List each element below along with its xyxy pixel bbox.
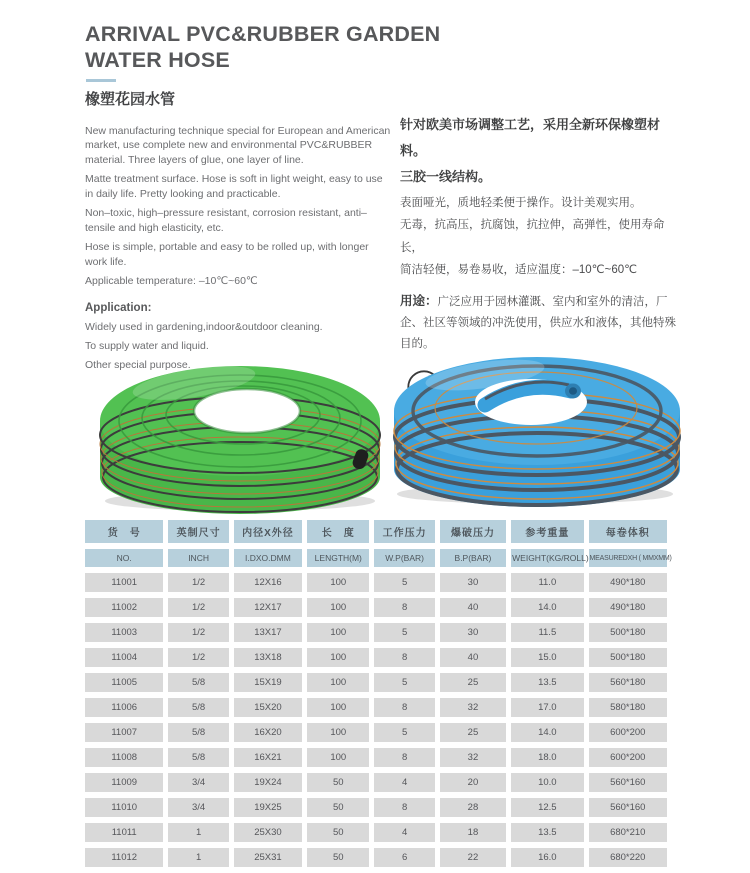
table-cell: 8 bbox=[374, 798, 434, 817]
table-row bbox=[85, 723, 667, 742]
table-row bbox=[85, 748, 667, 767]
table-cell: 100 bbox=[307, 673, 369, 692]
table-cell: 40 bbox=[440, 648, 506, 667]
table-header-cell-en: WEIGHT(KG/ROLL) bbox=[511, 549, 583, 567]
table-row bbox=[85, 823, 667, 842]
table-header-cell-en: LENGTH(M) bbox=[307, 549, 369, 567]
table-cell: 11012 bbox=[85, 848, 163, 867]
table-cell: 25X30 bbox=[234, 823, 302, 842]
table-cell: 22 bbox=[440, 848, 506, 867]
table-cell: 13X18 bbox=[234, 648, 302, 667]
cn-detail-lines bbox=[400, 192, 684, 282]
table-header-cell-en: B.P(BAR) bbox=[440, 549, 506, 567]
table-cell: 32 bbox=[440, 698, 506, 717]
table-cell: 490*180 bbox=[589, 598, 667, 617]
table-header-cell-en: MEASUREDXH ( MMXMM) bbox=[589, 549, 667, 567]
page-title-line1: ARRIVAL PVC&RUBBER GARDEN bbox=[85, 22, 441, 46]
table-cell: 11006 bbox=[85, 698, 163, 717]
table-cell: 15X19 bbox=[234, 673, 302, 692]
table-cell: 28 bbox=[440, 798, 506, 817]
table-cell: 5 bbox=[374, 623, 434, 642]
table-cell: 5/8 bbox=[168, 748, 228, 767]
table-cell: 600*200 bbox=[589, 748, 667, 767]
cn-headline-line: 三胶一线结构。 bbox=[400, 169, 492, 184]
page-title-line2: WATER HOSE bbox=[85, 47, 230, 72]
table-header-cell-en: INCH bbox=[168, 549, 228, 567]
table-cell: 100 bbox=[307, 573, 369, 592]
table-cell: 5 bbox=[374, 573, 434, 592]
table-cell: 50 bbox=[307, 848, 369, 867]
table-cell: 14.0 bbox=[511, 598, 583, 617]
table-cell: 11007 bbox=[85, 723, 163, 742]
table-header-cell-en: I.DXO.DMM bbox=[234, 549, 302, 567]
intro-paragraph: New manufacturing technique special for European and American market, use complete new and environmental PVC&RUBBER material. Three layers of glue, one layer of line. bbox=[85, 125, 391, 166]
intro-paragraph: Hose is simple, portable and easy to be rolled up, with longer work life. bbox=[85, 241, 369, 268]
table-cell: 1/2 bbox=[168, 623, 228, 642]
table-cell: 16.0 bbox=[511, 848, 583, 867]
table-cell: 14.0 bbox=[511, 723, 583, 742]
table-cell: 13.5 bbox=[511, 673, 583, 692]
product-image-blue-hose bbox=[385, 329, 690, 511]
table-cell: 15X20 bbox=[234, 698, 302, 717]
table-cell: 5/8 bbox=[168, 673, 228, 692]
table-header-cell-en: NO. bbox=[85, 549, 163, 567]
table-cell: 490*180 bbox=[589, 573, 667, 592]
table-cell: 18 bbox=[440, 823, 506, 842]
spec-table-body bbox=[85, 520, 672, 867]
table-cell: 19X24 bbox=[234, 773, 302, 792]
table-cell: 5/8 bbox=[168, 698, 228, 717]
table-cell: 1 bbox=[168, 848, 228, 867]
table-cell: 18.0 bbox=[511, 748, 583, 767]
table-cell: 50 bbox=[307, 823, 369, 842]
table-cell: 100 bbox=[307, 648, 369, 667]
table-header-cell-cn: 长 度 bbox=[307, 520, 369, 543]
table-row bbox=[85, 773, 667, 792]
table-cell: 19X25 bbox=[234, 798, 302, 817]
table-cell: 3/4 bbox=[168, 773, 228, 792]
table-cell: 500*180 bbox=[589, 648, 667, 667]
table-row bbox=[85, 698, 667, 717]
application-item: To supply water and liquid. bbox=[85, 339, 209, 352]
table-cell: 12X17 bbox=[234, 598, 302, 617]
table-header-cell-cn: 内径X外径 bbox=[234, 520, 302, 543]
table-header-row-en bbox=[85, 549, 667, 567]
table-cell: 50 bbox=[307, 798, 369, 817]
table-cell: 680*210 bbox=[589, 823, 667, 842]
table-cell: 25X31 bbox=[234, 848, 302, 867]
table-cell: 100 bbox=[307, 723, 369, 742]
table-cell: 5/8 bbox=[168, 723, 228, 742]
application-heading: Application: bbox=[85, 301, 152, 314]
cn-usage-text: 广泛应用于园林灌溉、室内和室外的清洁，厂企、社区等领域的冲洗使用，供应水和液体，其他特殊目的。 bbox=[400, 295, 676, 351]
table-cell: 32 bbox=[440, 748, 506, 767]
table-cell: 16X20 bbox=[234, 723, 302, 742]
table-cell: 15.0 bbox=[511, 648, 583, 667]
table-header-cell-en: W.P(BAR) bbox=[374, 549, 434, 567]
table-cell: 13.5 bbox=[511, 823, 583, 842]
intro-paragraph: Applicable temperature: –10℃~60℃ bbox=[85, 275, 258, 288]
application-item: Other special purpose. bbox=[85, 358, 191, 371]
table-header-cell-cn: 工作压力 bbox=[374, 520, 434, 543]
cn-usage-label: 用途： bbox=[400, 293, 438, 308]
table-cell: 11.0 bbox=[511, 573, 583, 592]
table-header-row-cn bbox=[85, 520, 667, 543]
table-cell: 1/2 bbox=[168, 648, 228, 667]
table-cell: 6 bbox=[374, 848, 434, 867]
table-cell: 8 bbox=[374, 648, 434, 667]
intro-paragraph: Matte treatment surface. Hose is soft in light weight, easy to use in daily life. Pretty looking and practicable. bbox=[85, 173, 383, 200]
table-cell: 20 bbox=[440, 773, 506, 792]
table-cell: 16X21 bbox=[234, 748, 302, 767]
table-cell: 4 bbox=[374, 823, 434, 842]
table-cell: 1/2 bbox=[168, 598, 228, 617]
table-cell: 560*160 bbox=[589, 798, 667, 817]
table-cell: 25 bbox=[440, 673, 506, 692]
table-cell: 100 bbox=[307, 698, 369, 717]
table-cell: 5 bbox=[374, 673, 434, 692]
table-cell: 8 bbox=[374, 748, 434, 767]
cn-detail-line: 无毒，抗高压，抗腐蚀，抗拉伸，高弹性，使用寿命长， bbox=[400, 219, 665, 254]
table-cell: 8 bbox=[374, 598, 434, 617]
table-cell: 12X16 bbox=[234, 573, 302, 592]
table-row bbox=[85, 848, 667, 867]
table-cell: 11005 bbox=[85, 673, 163, 692]
table-cell: 11003 bbox=[85, 623, 163, 642]
cn-detail-line: 简洁轻便，易卷易收，适应温度：–10℃~60℃ bbox=[400, 264, 638, 277]
table-cell: 560*180 bbox=[589, 673, 667, 692]
table-cell: 100 bbox=[307, 623, 369, 642]
page-title bbox=[85, 22, 505, 74]
cn-headline bbox=[400, 112, 684, 190]
table-cell: 100 bbox=[307, 598, 369, 617]
page-subtitle-cn: 橡塑花园水管 bbox=[85, 91, 176, 108]
table-row bbox=[85, 623, 667, 642]
table-cell: 4 bbox=[374, 773, 434, 792]
table-header-cell-cn: 货 号 bbox=[85, 520, 163, 543]
accent-divider bbox=[86, 79, 116, 82]
table-cell: 100 bbox=[307, 748, 369, 767]
table-cell: 3/4 bbox=[168, 798, 228, 817]
table-cell: 11.5 bbox=[511, 623, 583, 642]
table-cell: 11002 bbox=[85, 598, 163, 617]
table-cell: 11011 bbox=[85, 823, 163, 842]
table-cell: 11001 bbox=[85, 573, 163, 592]
table-cell: 25 bbox=[440, 723, 506, 742]
table-cell: 13X17 bbox=[234, 623, 302, 642]
table-cell: 8 bbox=[374, 698, 434, 717]
table-row bbox=[85, 673, 667, 692]
spec-table bbox=[80, 514, 672, 873]
cn-detail-line: 表面哑光，质地轻柔便于操作。设计美观实用。 bbox=[400, 197, 642, 209]
table-cell: 12.5 bbox=[511, 798, 583, 817]
table-cell: 580*180 bbox=[589, 698, 667, 717]
table-row bbox=[85, 573, 667, 592]
table-row bbox=[85, 648, 667, 667]
table-cell: 1/2 bbox=[168, 573, 228, 592]
table-cell: 10.0 bbox=[511, 773, 583, 792]
product-image-green-hose bbox=[90, 333, 390, 515]
table-cell: 11010 bbox=[85, 798, 163, 817]
table-cell: 40 bbox=[440, 598, 506, 617]
table-header-cell-cn: 英制尺寸 bbox=[168, 520, 228, 543]
table-header-cell-cn: 参考重量 bbox=[511, 520, 583, 543]
table-cell: 11008 bbox=[85, 748, 163, 767]
table-cell: 17.0 bbox=[511, 698, 583, 717]
intro-paragraph: Non–toxic, high–pressure resistant, corrosion resistant, anti–tensile and high elasticity, etc. bbox=[85, 207, 367, 234]
table-header-cell-cn: 爆破压力 bbox=[440, 520, 506, 543]
table-cell: 30 bbox=[440, 573, 506, 592]
table-cell: 600*200 bbox=[589, 723, 667, 742]
table-cell: 5 bbox=[374, 723, 434, 742]
table-cell: 500*180 bbox=[589, 623, 667, 642]
table-cell: 680*220 bbox=[589, 848, 667, 867]
application-item: Widely used in gardening,indoor&outdoor cleaning. bbox=[85, 320, 323, 333]
table-cell: 560*160 bbox=[589, 773, 667, 792]
table-header-cell-cn: 每卷体积 bbox=[589, 520, 667, 543]
table-cell: 50 bbox=[307, 773, 369, 792]
table-row bbox=[85, 798, 667, 817]
table-cell: 1 bbox=[168, 823, 228, 842]
table-cell: 11009 bbox=[85, 773, 163, 792]
table-row bbox=[85, 598, 667, 617]
table-cell: 11004 bbox=[85, 648, 163, 667]
table-cell: 30 bbox=[440, 623, 506, 642]
cn-headline-line: 针对欧美市场调整工艺，采用全新环保橡塑材料。 bbox=[400, 117, 661, 158]
spec-table-section bbox=[80, 514, 675, 873]
